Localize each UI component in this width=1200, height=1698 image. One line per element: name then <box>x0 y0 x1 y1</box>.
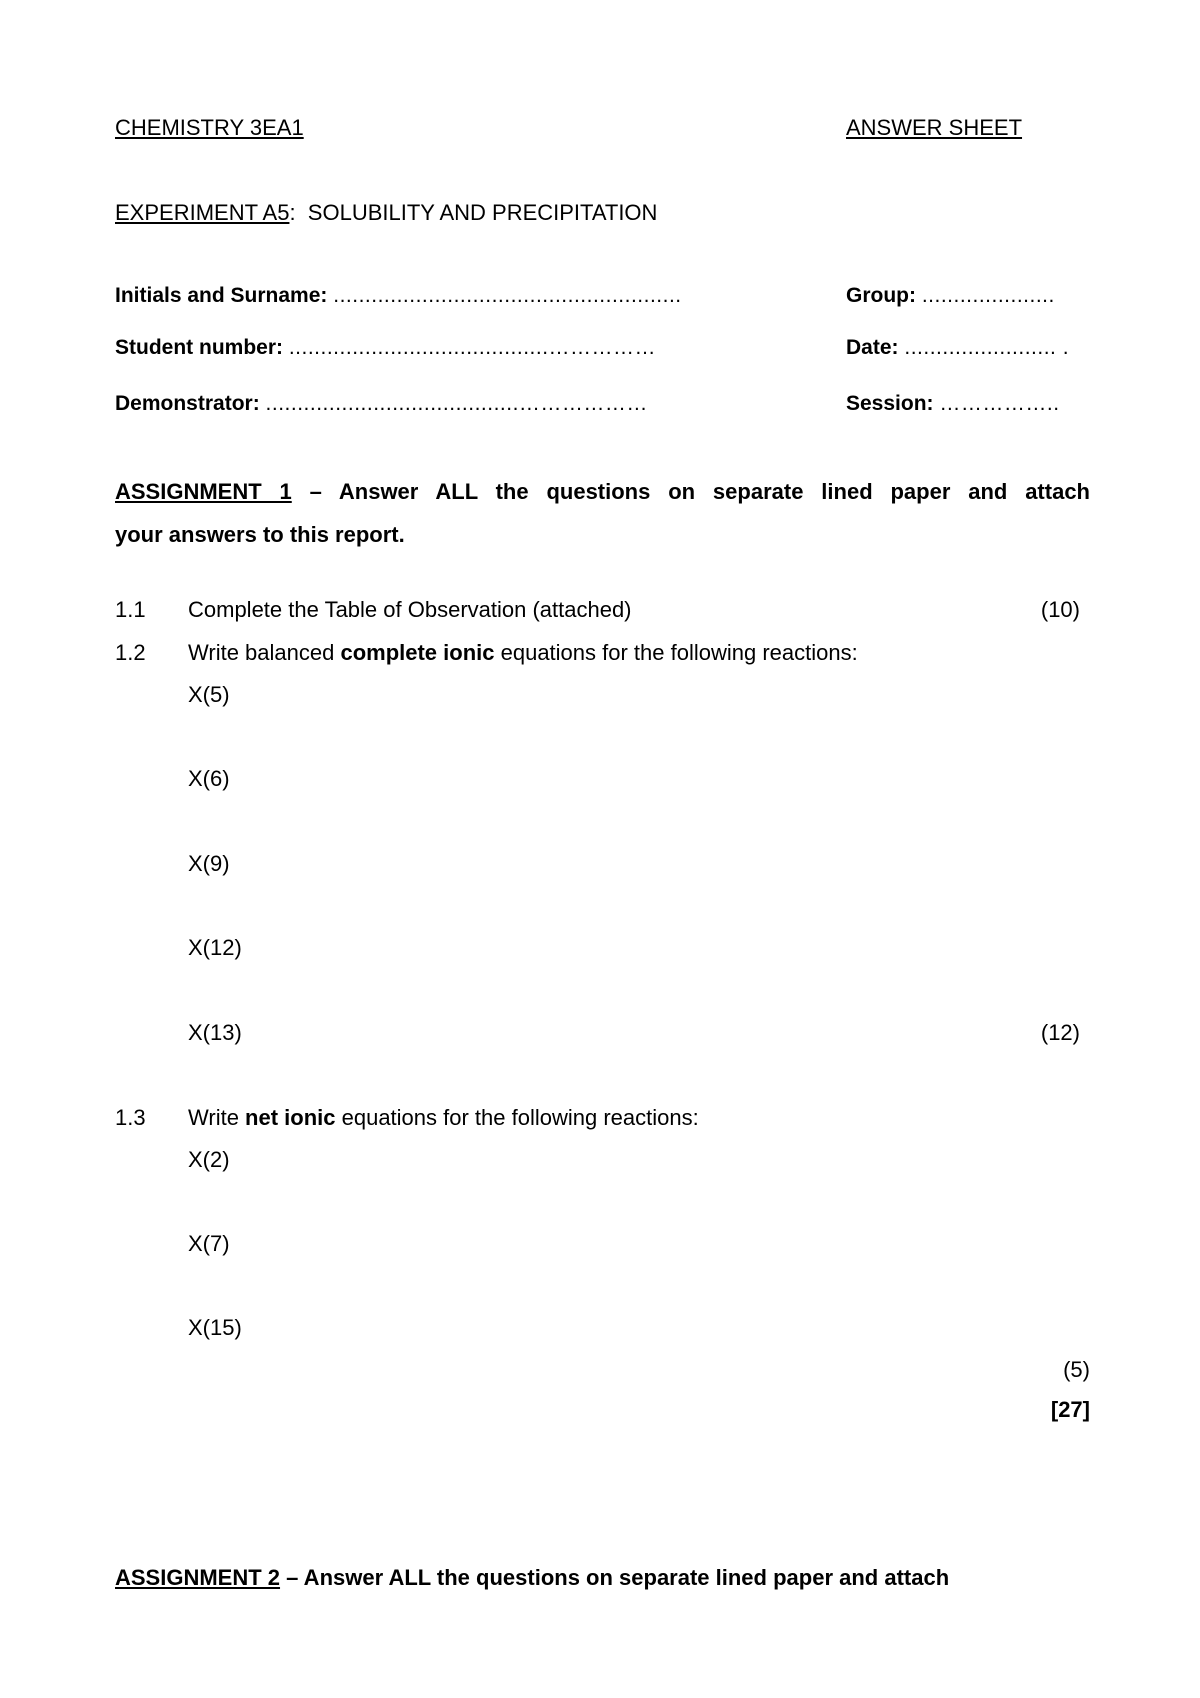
question-text-post: equations for the following reactions: <box>335 1105 699 1130</box>
reaction-item: X(7) <box>188 1231 230 1256</box>
experiment-separator: : <box>289 200 296 225</box>
question-1-2 <box>0 640 1200 668</box>
demonstrator-field <box>115 392 648 416</box>
initials-blank: ....................................................... <box>333 284 682 307</box>
date-blank: ........................ . <box>904 336 1070 359</box>
group-field <box>846 284 1055 308</box>
assignment-1-line1 <box>115 470 1090 513</box>
session-blank: …………….. <box>939 392 1060 415</box>
question-text-post: equations for the following reactions: <box>494 640 858 665</box>
question-text <box>188 640 858 666</box>
question-text-bold: complete ionic <box>340 640 495 665</box>
course-code: CHEMISTRY 3EA1 <box>115 115 304 140</box>
group-blank: ..................... <box>921 284 1055 307</box>
assignment-1-label: ASSIGNMENT 1 <box>115 479 292 504</box>
session-field <box>846 392 1060 416</box>
question-text: Complete the Table of Observation (attached) <box>188 597 632 622</box>
question-marks: (5) <box>1063 1357 1090 1382</box>
initials-field <box>115 284 682 308</box>
assignment-1-instruction <box>115 470 1090 556</box>
question-number: 1.2 <box>115 640 146 665</box>
student-number-field <box>115 336 656 360</box>
assignment-total: [27] <box>1050 1397 1090 1422</box>
question-marks: (10) <box>1040 597 1080 622</box>
student-number-blank: .........................................…………… <box>288 336 657 359</box>
experiment-title: SOLUBILITY AND PRECIPITATION <box>307 200 658 225</box>
reaction-item: X(9) <box>188 851 230 876</box>
reaction-item: X(13) <box>188 1020 242 1045</box>
sheet-type: ANSWER SHEET <box>846 115 1023 140</box>
question-text-bold: net ionic <box>245 1105 336 1130</box>
assignment-1-line2: your answers to this report. <box>115 522 405 547</box>
question-1-3 <box>0 1105 1200 1133</box>
assignment-2-instruction <box>115 1565 949 1591</box>
experiment-heading <box>115 200 657 226</box>
question-number: 1.3 <box>115 1105 146 1130</box>
reaction-item: X(6) <box>188 766 230 791</box>
question-1-1 <box>0 597 1200 625</box>
question-marks: (12) <box>1040 1020 1080 1045</box>
reaction-item: X(2) <box>188 1147 230 1172</box>
date-label: Date: <box>846 336 899 359</box>
question-text-pre: Write <box>188 1105 246 1130</box>
assignment-2-label: ASSIGNMENT 2 <box>115 1565 281 1590</box>
group-label: Group: <box>846 284 916 307</box>
question-number: 1.1 <box>115 597 146 622</box>
session-label: Session: <box>846 392 934 415</box>
assignment-2-instruction-text: – Answer ALL the questions on separate lined paper and attach <box>280 1565 950 1590</box>
demonstrator-label: Demonstrator: <box>115 392 260 415</box>
reaction-item: X(5) <box>188 682 230 707</box>
student-number-label: Student number: <box>115 336 283 359</box>
reaction-item: X(12) <box>188 935 242 960</box>
experiment-label: EXPERIMENT A5 <box>115 200 290 225</box>
question-text-pre: Write balanced <box>188 640 341 665</box>
assignment-1-instruction-text: – Answer ALL the questions on separate lined paper and attach <box>291 479 1090 504</box>
reaction-item: X(15) <box>188 1315 242 1340</box>
initials-label: Initials and Surname: <box>115 284 328 307</box>
question-text <box>188 1105 699 1131</box>
date-field <box>846 336 1069 360</box>
demonstrator-blank: ........................................……………… <box>265 392 648 415</box>
